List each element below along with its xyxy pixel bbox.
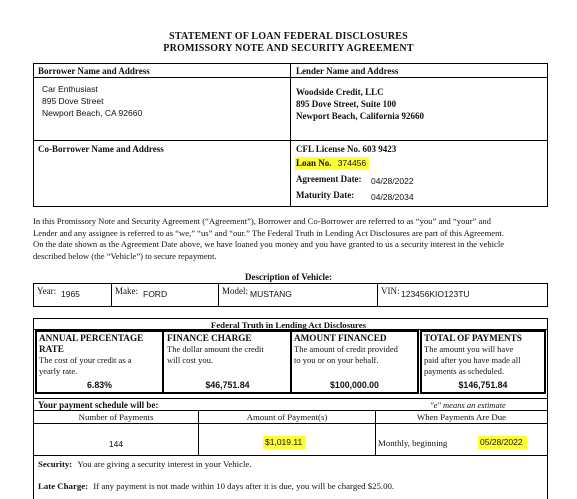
af-desc-line2: to you or on your behalf. (294, 355, 379, 365)
apr-value: 6.83% (87, 380, 112, 390)
agreement-date-label: Agreement Date: (296, 174, 362, 184)
late-charge-text: If any payment is not made within 10 days after it is due, you will be charged $25.00. (93, 481, 395, 491)
column-header-when: When Payments Are Due (416, 412, 507, 422)
tp-desc-line3: payments as scheduled. (424, 366, 505, 376)
agreement-date-value: 04/28/2022 (371, 176, 414, 186)
vehicle-heading: Description of Vehicle: (245, 272, 332, 282)
total-payments-title: TOTAL OF PAYMENTS (424, 333, 522, 343)
finance-charge-value: $46,751.84 (205, 380, 250, 390)
maturity-date-value: 04/28/2034 (371, 192, 414, 202)
security-statement (38, 459, 252, 469)
late-charge-statement (38, 481, 394, 491)
total-payments-value: $146,751.84 (458, 380, 508, 390)
loan-number-value: 374456 (337, 158, 367, 168)
amount-financed-title: AMOUNT FINANCED (294, 333, 387, 343)
lender-name: Woodside Credit, LLC (296, 87, 384, 97)
af-desc-line1: The amount of credit provided (294, 344, 398, 354)
vehicle-make-value: FORD (143, 289, 168, 299)
payment-frequency: Monthly, beginning (378, 438, 448, 448)
amount-financed-description (294, 344, 398, 366)
amount-financed-value: $100,000.00 (330, 380, 379, 390)
vehicle-make-label: Make: (115, 286, 138, 296)
apr-desc-line2: yearly rate. (39, 366, 78, 376)
vehicle-year-label: Year: (37, 286, 57, 296)
intro-line-2: Lender and any assignee is referred to as “we,” “us” and “our.” The Federal Truth in Lending Act Disclosures are part of this Agreement. (33, 227, 504, 238)
schedule-heading: Your payment schedule will be: (38, 400, 159, 410)
loan-number-label: Loan No. (296, 158, 332, 168)
intro-line-3: On the date shown as the Agreement Date above, we have loaned you money and you have granted to us a security interest in the vehicle (33, 239, 505, 250)
finance-charge-description (167, 344, 264, 366)
payments-count: 144 (108, 439, 124, 449)
maturity-date-label: Maturity Date: (296, 190, 355, 200)
late-charge-label: Late Charge: (38, 481, 89, 491)
borrower-name: Car Enthusiast (42, 84, 98, 94)
total-payments-description (424, 344, 521, 377)
estimate-note: "e" means an estimate (430, 400, 506, 410)
column-header-number: Number of Payments (78, 412, 154, 422)
apr-title-line1: ANNUAL PERCENTAGE (39, 333, 144, 343)
document-title-line1: STATEMENT OF LOAN FEDERAL DISCLOSURES (169, 31, 408, 42)
payment-amount: $1,019.11 (263, 436, 306, 449)
intro-paragraph (33, 216, 553, 263)
cfl-license: CFL License No. 603 9423 (296, 144, 397, 154)
tp-desc-line2: paid after you have made all (424, 355, 521, 365)
column-header-amount: Amount of Payment(s) (246, 412, 328, 422)
apr-title-line2: RATE (39, 344, 64, 354)
loan-number (295, 157, 369, 170)
lender-street: 895 Dove Street, Suite 100 (296, 99, 397, 109)
tila-heading: Federal Truth in Lending Act Disclosures (210, 320, 367, 330)
vehicle-model-value: MUSTANG (250, 289, 292, 299)
tp-desc-line1: The amount you will have (424, 344, 514, 354)
apr-desc-line1: The cost of your credit as a (39, 355, 132, 365)
document-title-line2: PROMISSORY NOTE AND SECURITY AGREEMENT (163, 43, 414, 54)
vehicle-vin-label: VIN: (381, 286, 400, 296)
borrower-street: 895 Dove Street (42, 96, 104, 106)
fc-desc-line1: The dollar amount the credit (167, 344, 264, 354)
security-label: Security: (38, 459, 73, 469)
vehicle-vin-value: 123456KIO123TU (401, 289, 470, 299)
borrower-label: Borrower Name and Address (38, 66, 150, 76)
apr-title (39, 333, 143, 355)
vehicle-year-value: 1965 (61, 289, 80, 299)
lender-city: Newport Beach, California 92660 (296, 111, 424, 121)
security-text: You are giving a security interest in your Vehicle. (77, 459, 252, 469)
first-payment-date: 05/28/2022 (478, 436, 527, 449)
borrower-city: Newport Beach, CA 92660 (42, 108, 143, 118)
coborrower-label: Co-Borrower Name and Address (38, 144, 164, 154)
intro-line-1: In this Promissory Note and Security Agreement (“Agreement”), Borrower and Co-Borrower are referred to as “you” and “your” and (33, 216, 491, 226)
intro-line-4: described below (the “Vehicle”) to secure repayment. (33, 251, 217, 262)
finance-charge-title: FINANCE CHARGE (167, 333, 252, 343)
apr-description (39, 355, 132, 377)
fc-desc-line2: will cost you. (167, 355, 214, 365)
vehicle-model-label: Model: (222, 286, 248, 296)
lender-label: Lender Name and Address (296, 66, 399, 76)
